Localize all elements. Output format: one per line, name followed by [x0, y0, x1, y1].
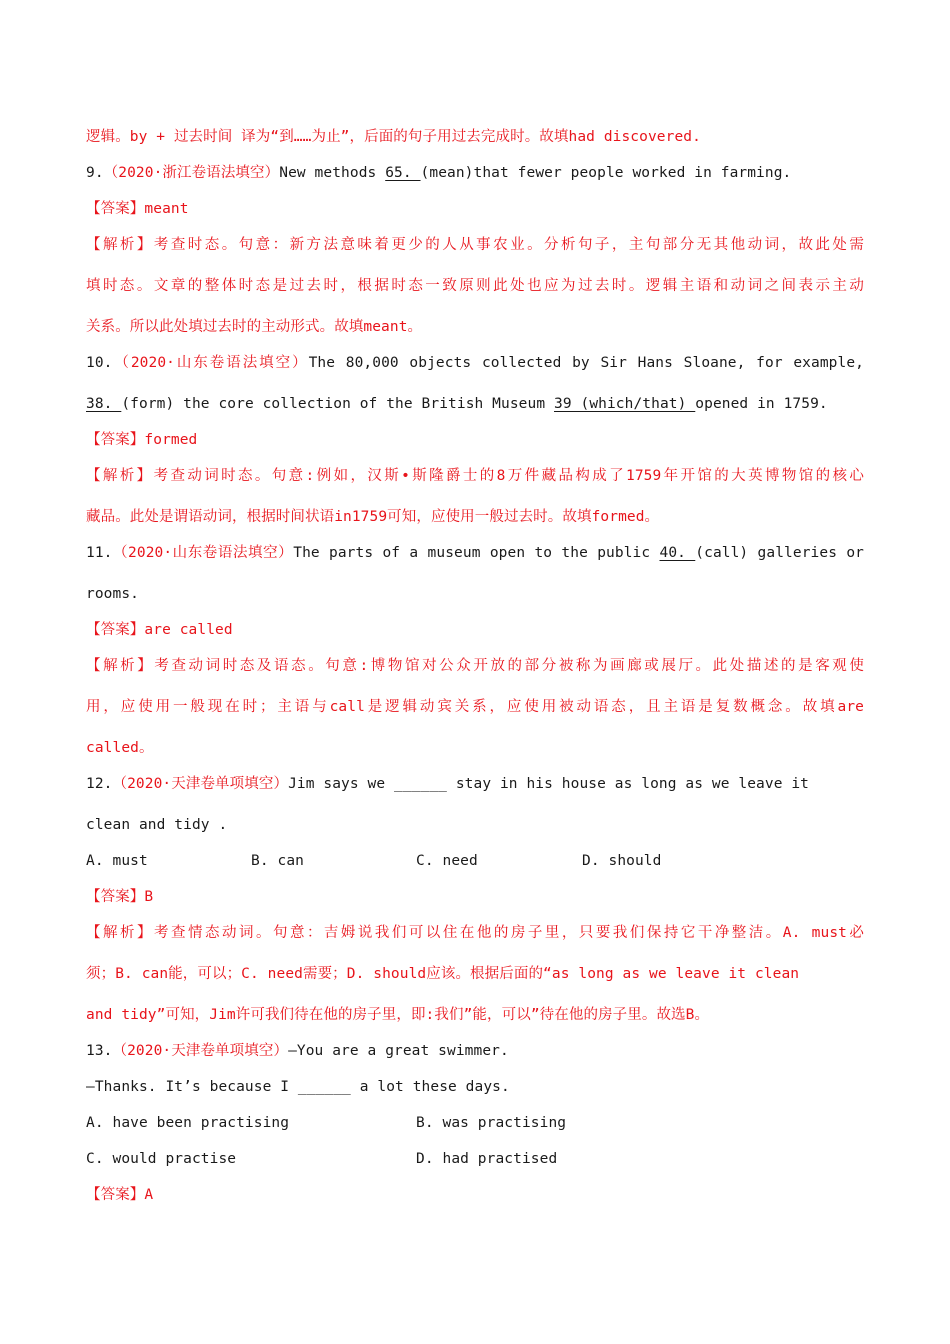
analysis-line: 关系。所以此处填过去时的主动形式。故填meant。 [86, 319, 423, 335]
analysis-line: 藏品。此处是谓语动词，根据时间状语in1759可知，应使用一般过去时。故填formed。 [86, 509, 660, 525]
answer-line [86, 1185, 864, 1205]
question-10-cont: 38. (form) the core collection of the British Museum 39 (which/that) opened in 1759. [86, 396, 828, 412]
question-number: 11. [86, 545, 113, 561]
answer-tag: 【答案】 [86, 622, 145, 638]
analysis-line: 【解析】考查动词时态及语态。句意:博物馆对公众开放的部分被称为画廊或展厅。此处描述的是客观使 [86, 658, 864, 674]
question-10: 10.（2020·山东卷语法填空）The 80,000 objects collected by Sir Hans Sloane, for example, [86, 355, 864, 371]
answer-tag: 【答案】 [86, 201, 145, 217]
analysis-continuation: 逻辑。by + 过去时间 译为“到……为止”，后面的句子用过去完成时。故填had discovered. [86, 129, 701, 145]
answer-tag: 【答案】 [86, 1187, 145, 1203]
answer-blank: 65. [385, 165, 421, 181]
question-number: 9. [86, 165, 104, 181]
question-source: （2020·天津卷单项填空） [112, 776, 289, 792]
analysis-line: 【解析】考查情态动词。句意：吉姆说我们可以住在他的房子里，只要我们保持它干净整洁。A. must必 [86, 925, 864, 941]
question-9: 9.（2020·浙江卷语法填空）New methods 65. (mean)that fewer people worked in farming. [86, 165, 792, 181]
analysis-line: 填时态。文章的整体时态是过去时，根据时态一致原则此处也应为过去时。逻辑主语和动词之间表示主动 [86, 278, 864, 294]
question-13: 13.（2020·天津卷单项填空）—You are a great swimmer. [86, 1043, 509, 1059]
question-source: （2020·山东卷语法填空） [112, 545, 294, 561]
question-11-cont: rooms. [86, 586, 139, 602]
answer-blank: 40. [659, 545, 696, 561]
option-d: D. should [582, 853, 662, 869]
answer-tag: 【答案】 [86, 889, 145, 905]
option-row [86, 1113, 864, 1133]
question-12: 12.（2020·天津卷单项填空）Jim says we ______ stay in his house as long as we leave it [86, 776, 810, 792]
answer-value: A [144, 1187, 154, 1203]
option-a: A. must [86, 853, 148, 869]
option-row [86, 851, 864, 871]
analysis-line: and tidy”可知，Jim许可我们待在他的房子里，即:我们”能，可以”待在他的房子里。故选B。 [86, 1007, 710, 1023]
question-source: （2020·天津卷单项填空） [112, 1043, 289, 1059]
option-c: C. need [416, 853, 478, 869]
analysis-tag: 【解析】 [86, 237, 154, 253]
analysis-tag: 【解析】 [86, 468, 154, 484]
analysis-line: 【解析】考查动词时态。句意:例如，汉斯•斯隆爵士的8万件藏品构成了1759年开馆的大英博物馆的核心 [86, 468, 864, 484]
answer-value: meant [144, 201, 189, 217]
question-source: （2020·浙江卷语法填空） [103, 165, 280, 181]
answer-value: are called [144, 622, 233, 638]
answer-line [86, 620, 864, 640]
question-number: 12. [86, 776, 113, 792]
analysis-line: 【解析】考查时态。句意：新方法意味着更少的人从事农业。分析句子，主句部分无其他动词，故此处需 [86, 237, 864, 253]
answer-line [86, 887, 864, 907]
question-12-cont: clean and tidy . [86, 817, 228, 833]
answer-blank: 38. [86, 396, 122, 412]
answer-line [86, 199, 864, 219]
question-11: 11.（2020·山东卷语法填空）The parts of a museum open to the public 40. (call) galleries or [86, 545, 864, 561]
question-source: （2020·山东卷语法填空） [112, 355, 309, 371]
option-c: C. would practise [86, 1151, 237, 1167]
answer-value: B [144, 889, 154, 905]
answer-tag: 【答案】 [86, 432, 145, 448]
question-13-cont: —Thanks. It’s because I ______ a lot these days. [86, 1079, 510, 1095]
option-b: B. can [251, 853, 304, 869]
option-d: D. had practised [416, 1151, 558, 1167]
question-number: 13. [86, 1043, 113, 1059]
option-a: A. have been practising [86, 1115, 290, 1131]
answer-blank: 39 (which/that) [554, 396, 696, 412]
analysis-tag: 【解析】 [86, 658, 155, 674]
analysis-line: 用，应使用一般现在时；主语与call是逻辑动宾关系，应使用被动语态，且主语是复数概念。故填are [86, 699, 864, 715]
answer-value: formed [144, 432, 198, 448]
question-number: 10. [86, 355, 113, 371]
option-row [86, 1149, 864, 1169]
option-b: B. was practising [416, 1115, 567, 1131]
analysis-line: 须；B. can能，可以；C. need需要；D. should应该。根据后面的“as long as we leave it clean [86, 966, 800, 982]
analysis-line: called。 [86, 740, 154, 756]
answer-line [86, 430, 864, 450]
analysis-tag: 【解析】 [86, 925, 154, 941]
